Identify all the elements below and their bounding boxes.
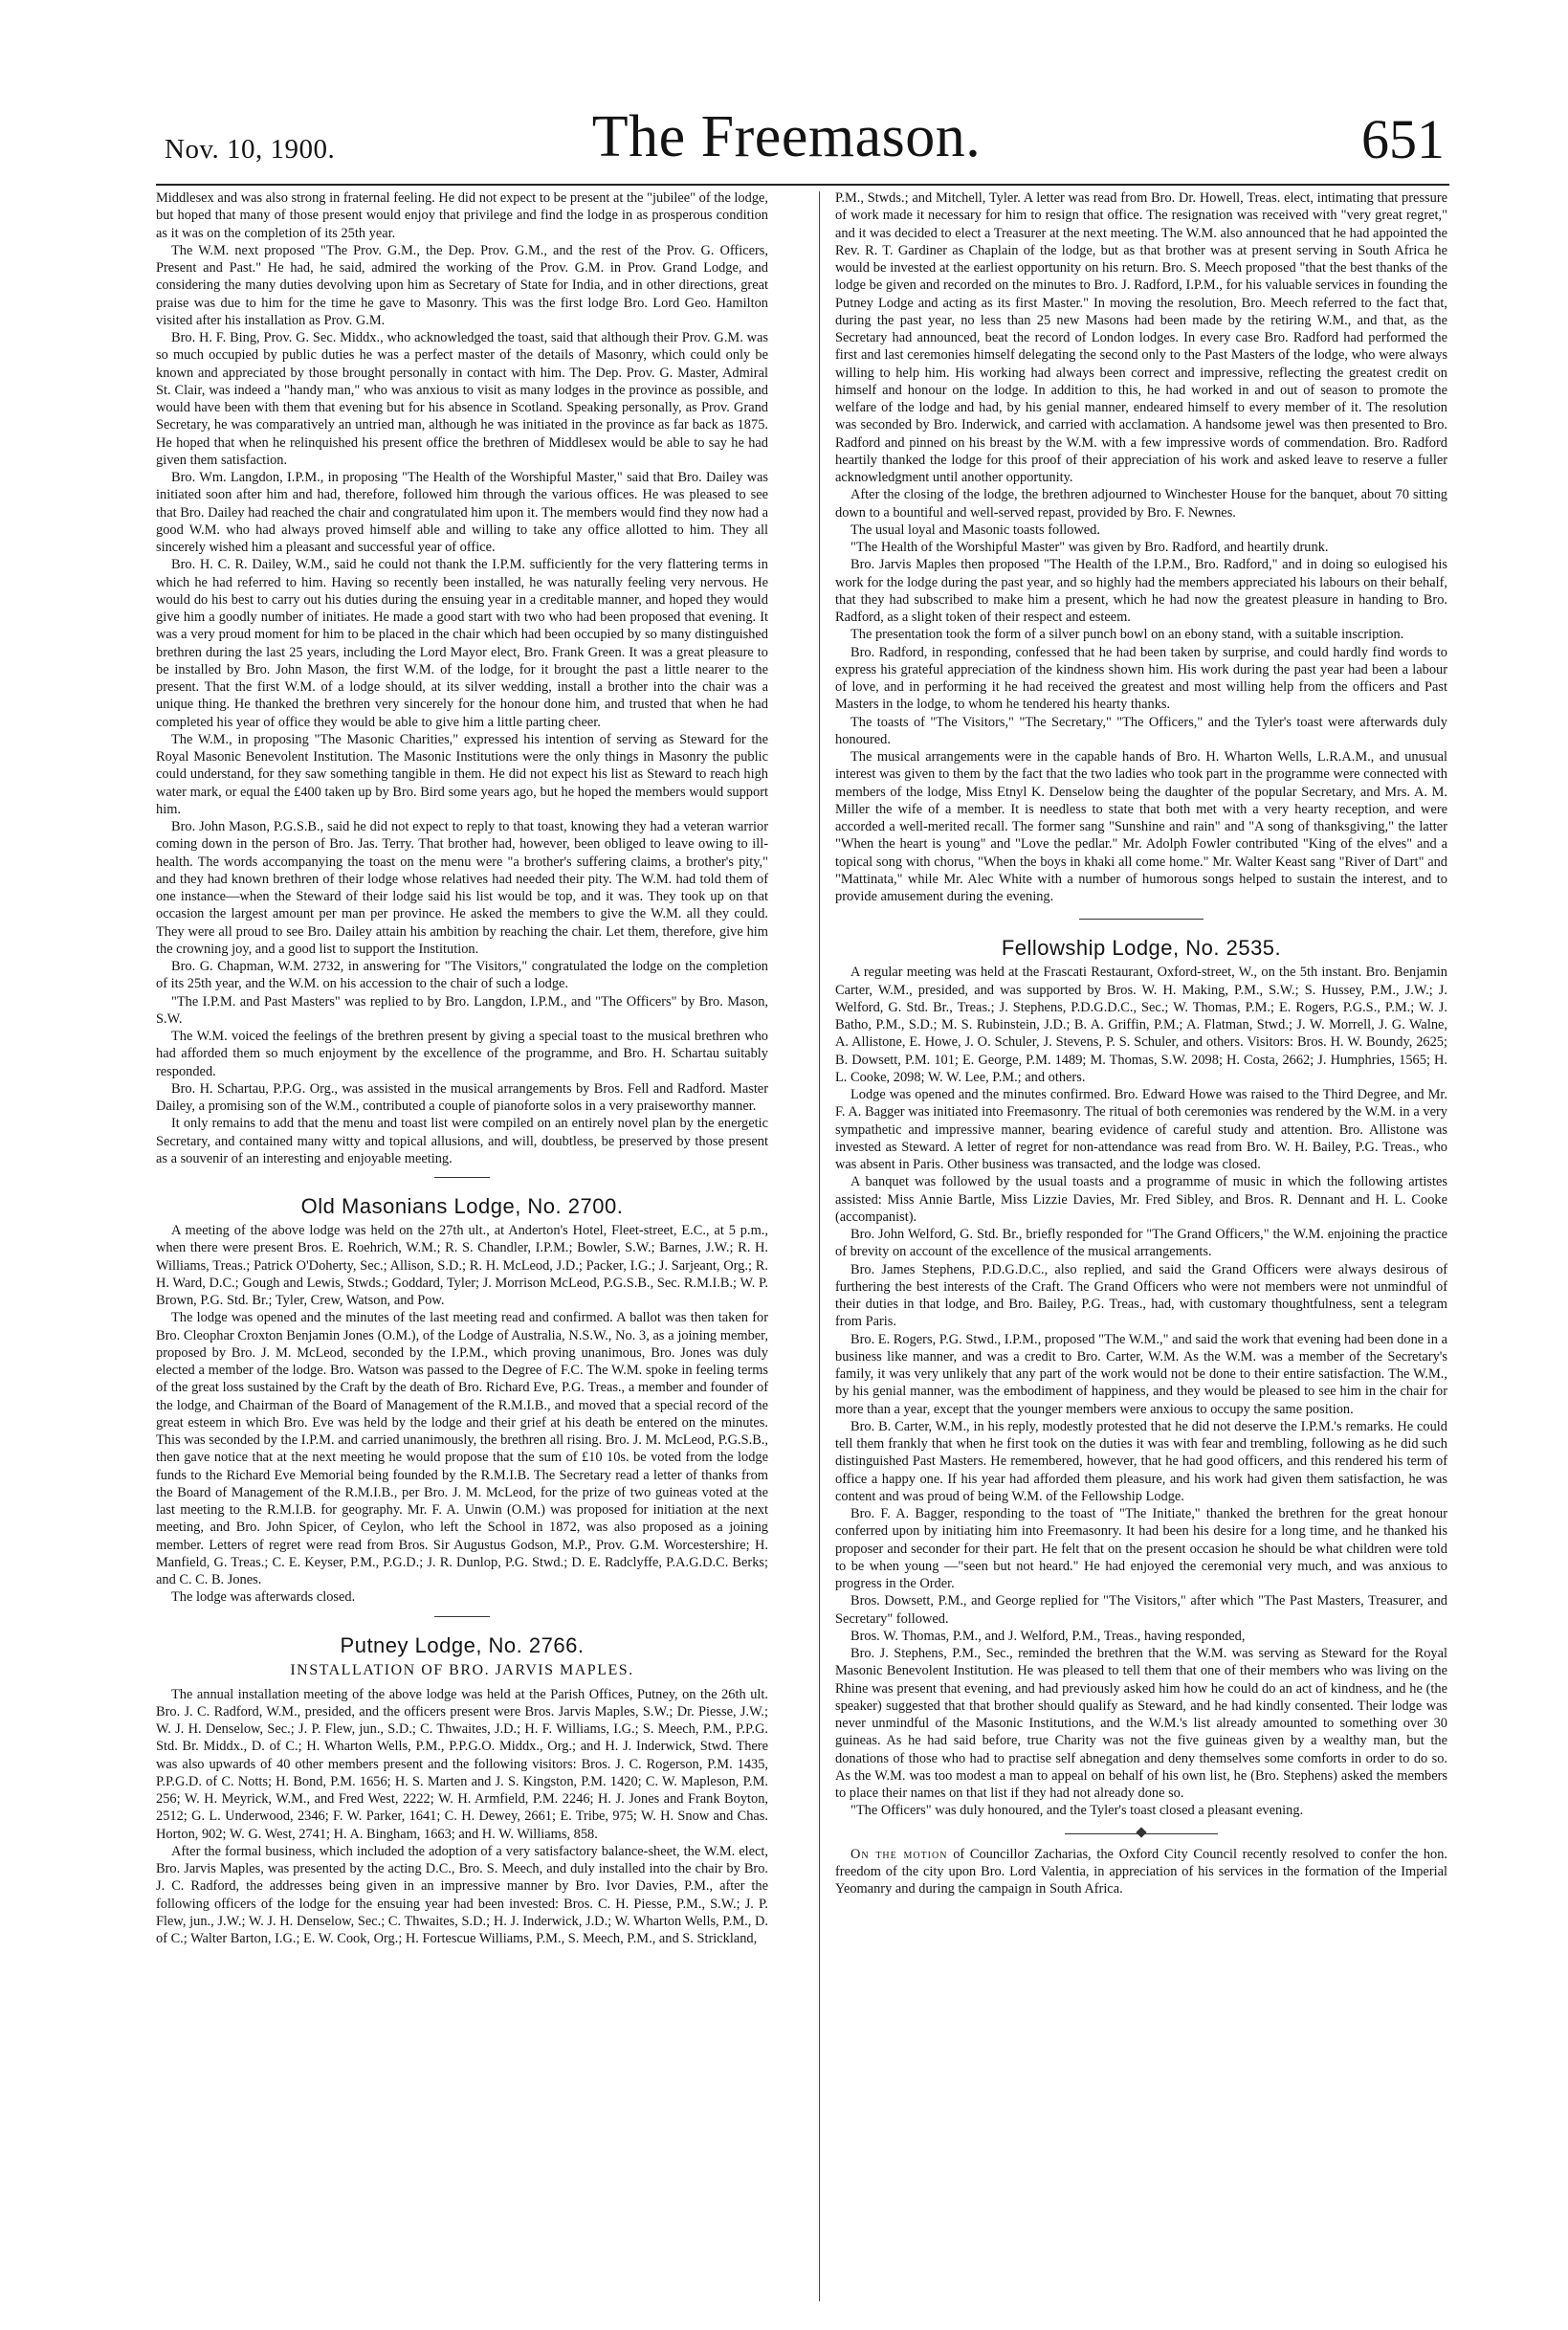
old-masonians-report (156, 1222, 768, 1607)
fellowship-report (835, 964, 1447, 1819)
paragraph: The lodge was afterwards closed. (171, 1589, 356, 1606)
right-column (835, 189, 1447, 1897)
paragraph: P.M., Stwds.; and Mitchell, Tyler. A letter was read from Bro. Dr. Howell, Treas. elect, intimating that pressure of work made it necessary for him to resign that office. The resignation was received with "very great regret," and it was decided to elect a Treasurer at the next meeting. The W.M. also announced that he had appointed the Rev. R. T. Gardiner as Chaplain of the lodge, but as that brother was at present serving in South Africa he would be invested at the earliest opportunity on his return. Bro. S. Meech proposed "that the best thanks of the lodge be given and recorded on the minutes to Bro. J. Radford, I.P.M., for his valuable services in founding the Putney Lodge and acting as its first Master." In moving the resolution, Bro. Meech referred to the fact that, during the past year, no less than 25 new Masons had been made by the retiring W.M., and that, as the Secretary had announced, beat the record of London lodges. In every case Bro. Radford had performed the first and last ceremonies himself delegating the second only to the Past Masters of the lodge, who were always willing to help him. His working had always been correct and impressive, reflecting the greatest credit on himself and honour on the lodge. In addition to this, he had worked in and out of season to promote the welfare of the lodge and had, by his genial manner, endeared himself to every member of it. The resolution was seconded by Bro. Inderwick, and carried with acclamation. A handsome jewel was then presented to Bro. Radford and pinned on his breast by the W.M. with a few impressive words of commendation. Bro. Radford heartily thanked the lodge for this proof of their appreciation of his work and asked leave to reserve a fuller acknowledgment until another opportunity. (835, 190, 1447, 485)
paragraph: After the formal business, which included the adoption of a very satisfactory balance-sheet, the W.M. elect, Bro. Jarvis Maples, was presented by the acting D.C., Bro. S. Meech, and duly installed into the chair by Bro. J. C. Radford, the addresses being given in an impressive manner by Bro. Ivor Davies, P.M., after the following officers of the lodge for the ensuing year had been invested: Bros. C. H. Piesse, P.M., S.W.; J. P. Flew, jun., J.W.; W. J. H. Denselow, Sec.; C. Thwaites, S.D.; H. J. Inderwick, J.D.; W. Wharton Wells, P.M., D. of C.; Walter Barton, I.G.; E. W. Cook, Org.; H. Fortescue Williams, P.M., S. Meech, P.M., and S. Strickland, (156, 1843, 768, 1946)
paragraph: It only remains to add that the menu and toast list were compiled on an entirely novel plan by the energetic Secretary, and contained many witty and topical allusions, and will, doubtless, be preserved by those present as a souvenir of an interesting and enjoyable meeting. (156, 1116, 768, 1166)
paragraph: Bro. Jarvis Maples then proposed "The Health of the I.P.M., Bro. Radford," and in doing so eulogised his work for the lodge during the past year, and so highly had the members appreciated his labours on their behalf, that they had subscribed to make him a present, which he had now the greatest pleasure in handing to Bro. Radford, as a slight token of their respect and esteem. (835, 557, 1447, 625)
oxford-notice (835, 1846, 1447, 1898)
section-divider (1079, 919, 1204, 920)
paragraph: Lodge was opened and the minutes confirmed. Bro. Edward Howe was raised to the Third Degree, and Mr. F. A. Bagger was initiated into Freemasonry. The ritual of both ceremonies was rendered by the W.M. in a very sympathetic and impressive manner, bearing evidence of careful study and attention. Bro. Allistone was invested as Steward. A letter of regret for non-attendance was read from Bro. W. H. Bailey, P.G. Treas., who was absent in Paris. Other business was transacted, and the lodge was closed. (835, 1087, 1447, 1172)
paragraph: Bro. H. C. R. Dailey, W.M., said he could not thank the I.P.M. sufficiently for the very flattering terms in which he had referred to him. Having so recently been installed, he was naturally feeling very nervous. He would do his best to carry out his duties during the ensuing year in a creditable manner, and hoped they would give him a goodly number of initiates. He made a good start with two who had been proposed that evening. It was a very proud moment for him to be placed in the chair which had been occupied by so many distinguished brethren during the last 25 years, including the Lord Mayor elect, Bro. Frank Green. It was a great pleasure to be installed by Bro. John Mason, the first W.M. of the lodge, for it brought the past a little nearer to the present. That the first W.M. of a lodge should, at its silver wedding, install a brother into the chair was a unique thing. He thanked the brethren very sincerely for the honour done him, and trusted that when he had completed his year of office they would be able to give him a little parting cheer. (156, 557, 768, 730)
paragraph: "The I.P.M. and Past Masters" was replied to by Bro. Langdon, I.P.M., and "The Officers" by Bro. Mason, S.W. (156, 993, 768, 1027)
paragraph: Bro. G. Chapman, W.M. 2732, in answering for "The Visitors," congratulated the lodge on the completion of its 25th year, and the W.M. on his accession to the chair of such a lodge. (156, 959, 768, 992)
paragraph: Middlesex and was also strong in fraternal feeling. He did not expect to be present at the "jubilee" of the lodge, but hoped that many of those present would enjoy that privilege and find the lodge in as prosperous condition as it was on the completion of its 25th year. (156, 190, 768, 241)
paragraph: A banquet was followed by the usual toasts and a programme of music in which the following artistes assisted: Miss Annie Bartle, Miss Lizzie Davies, Mr. Fred Sibley, and Bros. R. Dennant and H. L. Cooke (accompanist). (835, 1174, 1447, 1225)
paragraph: The W.M. voiced the feelings of the brethren present by giving a special toast to the musical brethren who had afforded them so much enjoyment by the excellence of the programme, and Bro. H. Schartau suitably responded. (156, 1029, 768, 1079)
section-divider (434, 1177, 490, 1178)
paragraph: The W.M., in proposing "The Masonic Charities," expressed his intention of serving as Steward for the Royal Masonic Benevolent Institution. The Masonic Institutions were the only things in Masonry the public could understand, for they saw something tangible in them. He did not expect his list as Steward to reach high water mark, or equal the £400 taken up by Bro. Bird some years ago, but he hoped the members would support him. (156, 731, 768, 817)
paragraph: Bro. H. F. Bing, Prov. G. Sec. Middx., who acknowledged the toast, said that although their Prov. G.M. was so much occupied by public duties he was a perfect master of the details of Masonry, which could only be known and appreciated by those brought personally in contact with him. The Dep. Prov. G. Master, Admiral St. Clair, was indeed a "handy man," who was anxious to visit as many lodges in the province as possible, and would have been with them that evening but for his absence in Scotland. Speaking personally, as Prov. Grand Secretary, he was comparatively an untried man, although he was initiated in the province as far back as 1875. He hoped that when he relinquished his present office the brethren of Middlesex would be able to say he had given them satisfaction. (156, 330, 768, 468)
paragraph: Bro. H. Schartau, P.P.G. Org., was assisted in the musical arrangements by Bros. Fell and Radford. Master Dailey, a promising son of the W.M., contributed a couple of pianoforte solos in a very praiseworthy manner. (156, 1080, 768, 1114)
paragraph: The W.M. next proposed "The Prov. G.M., the Dep. Prov. G.M., and the rest of the Prov. G. Officers, Present and Past." He had, he said, admired the working of the Prov. G.M. in Prov. Grand Lodge, and considering the many duties devolving upon him as Secretary of State for India, and in other directions, great praise was due to him for the time he gave to Masonry. This was the first lodge Bro. Lord Geo. Hamilton visited after his installation as Prov. G.M. (156, 242, 768, 328)
paragraph: A regular meeting was held at the Frascati Restaurant, Oxford-street, W., on the 5th instant. Bro. Benjamin Carter, W.M., presided, and was supported by Bros. W. H. Making, P.M., S.W.; S. Hussey, P.M., J.W.; J. Welford, G. Std. Br., Treas.; J. Stephens, P.D.G.D.C., Sec.; W. Thomas, P.M.; E. Rogers, P.G.S., P.M.; W. J. Batho, P.M., S.D.; M. S. Rubinstein, J.D.; B. A. Griffin, P.M.; A. Flatman, Stwd.; J. W. Morrell, J. G. Walne, A. Allistone, E. Howe, J. O. Schuler, J. Stevens, P. S. Schuler, and others. Visitors: Bros. H. W. Boundy, 2625; B. Dowsett, P.M. 101; E. George, P.M. 1489; M. Thomas, S.W. 2098; H. Costa, 2662; J. Humphries, 1565; H. L. Cooke, 2098; W. W. Lee, P.M.; and others. (835, 965, 1447, 1085)
paragraph: Bro. Radford, in responding, confessed that he had been taken by surprise, and could hardly find words to express his grateful appreciation of the kindness shown him. His work during the past year had been a labour of love, and in performing it he had received the greatest and most willing help from the officers and Past Masters in the lodge, to whom he tendered his hearty thanks. (835, 644, 1447, 713)
paragraph: The annual installation meeting of the above lodge was held at the Parish Offices, Putney, on the 26th ult. Bro. J. C. Radford, W.M., presided, and the officers present were Bros. Jarvis Maples, S.W.; Dr. Piesse, J.W.; W. J. H. Denselow, Sec.; J. P. Flew, jun., S.D.; C. Thwaites, J.D.; H. F. Williams, I.G.; S. Meech, P.M., P.P.G. Std. Br. Middx., D. of C.; H. Wharton Wells, P.M., P.P.G.O. Middx., Org.; and H. J. Inderwick, Stwd. There was also upwards of 40 other members present and the following visitors: Bros. J. C. Rogerson, P.M. 1435, P.P.G.D. of C. Notts; H. Bond, P.M. 1656; H. S. Marten and J. S. Kingston, P.M. 1420; C. W. Mapleson, P.M. 256; W. H. Meyrick, W.M., and Fred West, 2222; W. H. Armfield, P.M. 2246; H. J. Jones and Frank Boyton, 2512; G. L. Underwood, 2346; F. W. Parker, 1641; C. H. Dewey, 2661; E. Tribe, 975; W. H. Snow and Chas. Horton, 902; W. G. West, 2741; H. A. Bingham, 1663; and H. W. Williams, 858. (156, 1686, 768, 1842)
paragraph: Bro. E. Rogers, P.G. Stwd., I.P.M., proposed "The W.M.," and said the work that evening had been done in a business like manner, and was a credit to Bro. Carter, W.M. As the W.M. was a member of the Secretary's family, it was very unlikely that any part of the work would not be done to their entire satisfaction. The W.M., by his genial manner, was the embodiment of happiness, and they would be pleased to see him in the chair for more than a year, except that the younger members were anxious to occupy the same position. (835, 1331, 1447, 1417)
column-separator (819, 191, 820, 2301)
section-divider (434, 1616, 490, 1617)
putney-report-continued (835, 189, 1447, 905)
masthead (124, 103, 1448, 180)
paragraph: "The Health of the Worshipful Master" was given by Bro. Radford, and heartily drunk. (850, 540, 1329, 555)
newspaper-title: The Freemason. (591, 104, 982, 169)
paragraph: After the closing of the lodge, the brethren adjourned to Winchester House for the banquet, about 70 sitting down to a bountiful and well-served repast, provided by Bro. F. Newnes. (835, 487, 1447, 521)
masthead-rule (156, 184, 1449, 186)
putney-heading: Putney Lodge, No. 2766. (340, 1632, 585, 1657)
fellowship-heading: Fellowship Lodge, No. 2535. (1001, 936, 1282, 961)
paragraph: Bro. John Welford, G. Std. Br., briefly responded for "The Grand Officers," the W.M. enjoining the practice of brevity on account of the excellence of the musical arrangements. (835, 1227, 1447, 1260)
paragraph: A meeting of the above lodge was held on the 27th ult., at Anderton's Hotel, Fleet-street, E.C., at 5 p.m., when there were present Bros. E. Roehrich, W.M.; R. S. Chandler, I.P.M.; Bowler, S.W.; Barnes, J.W.; R. H. Williams, Treas.; Patrick O'Doherty, Sec.; Allison, S.D.; R. H. McLeod, J.D.; Packer, I.G.; J. Sarjeant, Org.; R. H. Ward, D.C.; Gough and Lewis, Stwds.; Goddard, Tyler; J. Morrison McLeod, P.G.S.B., Sec. R.M.I.B.; W. P. Brown, P.G. Std. Br.; Tyler, Crew, Watson, and Pow. (156, 1223, 768, 1308)
paragraph: Bros. W. Thomas, P.M., and J. Welford, P.M., Treas., having responded, (850, 1628, 1246, 1644)
paragraph: "The Officers" was duly honoured, and the Tyler's toast closed a pleasant evening. (850, 1803, 1304, 1819)
paragraph: Bros. Dowsett, P.M., and George replied for "The Visitors," after which "The Past Masters, Treasurer, and Secretary" followed. (835, 1593, 1447, 1627)
putney-subheading: INSTALLATION OF BRO. JARVIS MAPLES. (290, 1661, 634, 1678)
issue-date: Nov. 10, 1900. (165, 134, 336, 165)
paragraph: Bro. Wm. Langdon, I.P.M., in proposing "The Health of the Worshipful Master," said that Bro. Dailey was initiated soon after him and had, therefore, followed him through the various offices. He was pleased to see that Bro. Dailey had reached the chair and congratulated him upon it. The members would find they now had a good W.M. who had always proved himself able and willing to take any office allotted to him. They all sincerely wished him a pleasant and successful year of office. (156, 470, 768, 555)
notice-text: of Councillor Zacharias, the Oxford City Council recently resolved to confer the hon. freedom of the city upon Bro. Lord Valentia, in appreciation of his services in the formation of the Imperial Yeomanry and during the campaign in South Africa. (835, 1846, 1447, 1897)
paragraph: The presentation took the form of a silver punch bowl on an ebony stand, with a suitable inscription. (850, 627, 1404, 643)
notice-lead: On the motion (850, 1846, 948, 1862)
paragraph: Bro. B. Carter, W.M., in his reply, modestly protested that he did not deserve the I.P.M.'s remarks. He could tell them frankly that when he first took on the duties it was with fear and trembling, following as he did such distinguished Past Masters. He remembered, however, that he had good officers, and this rendered his term of office a happy one. If his year had afforded them pleasure, and his work had given them satisfaction, he was content and was proud of being W.M. of the Fellowship Lodge. (835, 1418, 1447, 1504)
paragraph: Bro. J. Stephens, P.M., Sec., reminded the brethren that the W.M. was serving as Steward for the Royal Masonic Benevolent Institution. He was pleased to tell them that one of their members who was living on the Rhine was present that evening, and had previously asked him how he could do an act of kindness, and he (the speaker) suggested that that brother should qualify as Steward, and he had kindly consented. Their lodge was never unmindful of the Masonic Institutions, and the W.M.'s list already amounted to something over 30 guineas. As he had said before, true Charity was not the five guineas given by a wealthy man, but the donations of those who had to practise self abnegation and deny themselves some comforts in order to do so. As the W.M. was too modest a man to appeal on behalf of his own list, he (Bro. Stephens) asked the members to place their names on that list if they had not already done so. (835, 1646, 1447, 1801)
paragraph: The musical arrangements were in the capable hands of Bro. H. Wharton Wells, L.R.A.M., and unusual interest was given to them by the fact that the two ladies who took part in the programme were connected with members of the lodge, Miss Etnyl K. Denselow being the daughter of the popular Secretary, and Mrs. A. M. Miller the wife of a member. It is needless to state that both met with a very hearty reception, and were accorded a well-merited recall. The former sang "Sunshine and rain" and "A song of thanksgiving," the latter "When the heart is young" and "Love the pedlar." Mr. Adolph Fowler contributed "King of the elves" and a topical song with chorus, "When the boys in khaki all come home." Mr. Walter Keast sang "River of Dart" and "Mattinata," while Mr. Alec White with a number of humorous songs helped to sustain the interest, and to provide amusement during the evening. (835, 749, 1447, 904)
paragraph: The lodge was opened and the minutes of the last meeting read and confirmed. A ballot was then taken for Bro. Cleophar Croxton Benjamin Jones (O.M.), of the Lodge of Australia, N.S.W., No. 3, as a joining member, proposed by Bro. J. M. McLeod, seconded by the I.P.M., which proving unanimous, Bro. Jones was duly elected a member of the lodge. Bro. Watson was passed to the Degree of F.C. The W.M. spoke in feeling terms of the great loss sustained by the Craft by the death of Bro. Richard Eve, P.G. Treas., a member and founder of the lodge, and Chairman of the Board of Management of the R.M.I.B., and moved that a special record of the great esteem in which Bro. Eve was held by the lodge and their grief at his death be entered on the minutes. This was seconded by the I.P.M. and carried unanimously, the brethren all rising. Bro. J. M. McLeod, P.G.S.B., then gave notice that at the next meeting he would propose that the sum of £10 10s. be voted from the lodge funds to the Richard Eve Memorial being founded by the R.M.I.B. The Secretary read a letter of thanks from the Board of Management of the R.M.I.B., per Bro. J. M. McLeod, for the prize of two guineas voted at the last meeting to the R.M.I.B. for geography. Mr. F. A. Unwin (O.M.) was proposed for initiation at the next meeting, and Bro. John Spicer, of Ceylon, who left the School in 1872, was also proposed as a joining member. Letters of regret were read from Bros. Sir Augustus Godson, M.P., Prov. G.M. Worcestershire; H. Manfield, G. Treas.; C. E. Keyser, P.M., P.G.D.; J. R. Dunlop, P.G. Stwd.; D. E. Radclyffe, P.A.G.D.C. Berks; and C. C. B. Jones. (156, 1310, 768, 1587)
putney-report (156, 1686, 768, 1948)
paragraph: The usual loyal and Masonic toasts followed. (850, 521, 1100, 538)
page-number: 651 (1361, 108, 1445, 170)
paragraph: Bro. John Mason, P.G.S.B., said he did not expect to reply to that toast, knowing they had a veteran warrior coming down in the person of Bro. Jas. Terry. That brother had, however, been obliged to leave owing to ill-health. The words accompanying the toast on the menu were "a brother's suffering claims, a brother's pity," and they had known brethren of their lodge whose relatives had needed their pity. The W.M. had told them of one instance—when the Steward of their lodge said his list would be top, and it was. They took up on that occasion the largest amount per man per province. He asked the members to give the W.M. all they could. They were all proud to see Bro. Dailey attain his ambition by reaching the chair. Let them, therefore, give him the crowning joy, and a good list to support the Institution. (156, 819, 768, 957)
paragraph: Bro. F. A. Bagger, responding to the toast of "The Initiate," thanked the brethren for the great honour conferred upon by initiating him into Freemasonry. It had been his desire for a long time, and he thanked his proposer and seconder for their part. He felt that on the present occasion he should be what children were told to be when young —"seen but not heard." He had enjoyed the ceremonial very much, and was anxious to progress in the Order. (835, 1506, 1447, 1591)
ornament-divider (1065, 1833, 1218, 1834)
left-column (156, 189, 768, 1947)
old-masonians-heading: Old Masonians Lodge, No. 2700. (300, 1194, 624, 1218)
intro-report (156, 189, 768, 1167)
paragraph: The toasts of "The Visitors," "The Secretary," "The Officers," and the Tyler's toast were afterwards duly honoured. (835, 714, 1447, 747)
paragraph: Bro. James Stephens, P.D.G.D.C., also replied, and said the Grand Officers were always desirous of furthering the best interests of the Craft. The Grand Officers who were not members were not unmindful of their duties in that lodge, and Bro. Bailey, P.G. Treas., had, with customary thoughtfulness, sent a telegram from Paris. (835, 1261, 1447, 1330)
